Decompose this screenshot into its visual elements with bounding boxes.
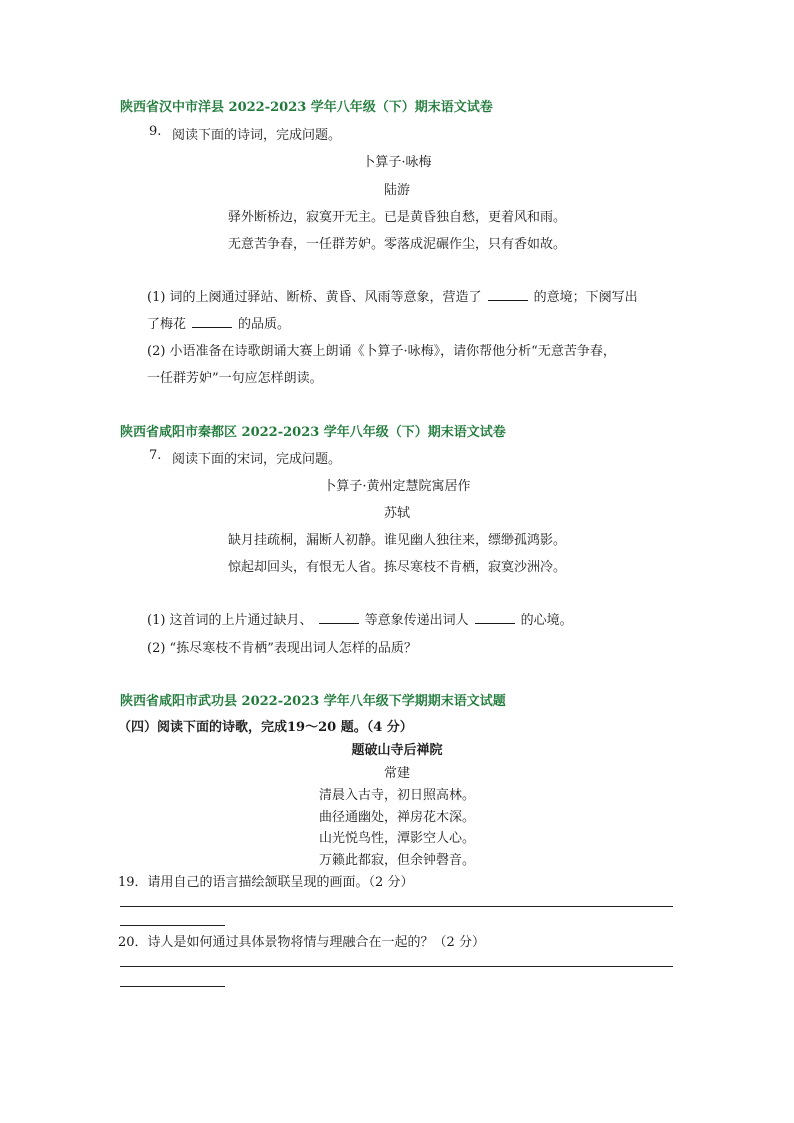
- poem-line: 山光悦鸟性，潭影空人心。: [318, 831, 475, 846]
- question-number: 9.: [149, 124, 162, 139]
- question-20: 20．诗人是如何通过具体景物将情与理融合在一起的？（2 分）: [118, 935, 485, 950]
- poem-line: 驿外断桥边，寂寞开无主。已是黄昏独自愁，更着风和雨。: [227, 210, 566, 225]
- poem-title: 题破山寺后禅院: [351, 743, 443, 758]
- answer-blank[interactable]: [488, 290, 528, 301]
- answer-line[interactable]: [120, 925, 225, 926]
- question-number: 7.: [149, 448, 162, 463]
- poem-author: 常建: [383, 766, 410, 781]
- sub-question-text: (1) 词的上阕通过驿站、断桥、黄昏、风雨等意象，营造了: [147, 290, 482, 305]
- answer-line[interactable]: [120, 906, 673, 907]
- sub-question-text: 等意象传递出词人: [364, 613, 469, 628]
- poem-line: 惊起却回头，有恨无人省。拣尽寒枝不肯栖，寂寞沙洲冷。: [227, 560, 566, 575]
- answer-blank[interactable]: [192, 317, 232, 328]
- sub-question-2: (2) 小语准备在诗歌朗诵大赛上朗诵《卜算子·咏梅》，请你帮他分析“无意苦争春，: [147, 344, 616, 359]
- sub-question-1: [147, 286, 638, 305]
- poem-author: 苏轼: [383, 506, 410, 521]
- sub-question-1-cont: [147, 313, 290, 332]
- question-19: 19．请用自己的语言描绘颔联呈现的画面。（2 分）: [118, 875, 414, 890]
- section-source-1: 陕西省汉中市洋县 2022-2023 学年八年级（下）期末语文试卷: [120, 100, 493, 115]
- poem-line: 无意苦争春，一任群芳妒。零落成泥碾作尘，只有香如故。: [227, 237, 566, 252]
- sub-question-text: 的品质。: [238, 317, 291, 332]
- answer-line[interactable]: [120, 986, 225, 987]
- answer-line[interactable]: [120, 966, 673, 967]
- section-source-2: 陕西省咸阳市秦都区 2022-2023 学年八年级（下）期末语文试卷: [120, 425, 506, 440]
- poem-line: 清晨入古寺，初日照高林。: [318, 788, 475, 803]
- answer-blank[interactable]: [475, 613, 515, 624]
- sub-question-text: 的心境。: [520, 613, 573, 628]
- poem-line: 缺月挂疏桐，漏断人初静。谁见幽人独往来，缥缈孤鸿影。: [227, 533, 566, 548]
- poem-author: 陆游: [383, 183, 410, 198]
- sub-question-2-cont: 一任群芳妒”一句应怎样朗读。: [147, 371, 323, 386]
- question-prompt: 阅读下面的诗词，完成问题。: [172, 128, 342, 143]
- sub-question-1: [147, 609, 573, 628]
- poem-line: 万籁此都寂，但余钟磬音。: [318, 853, 475, 868]
- poem-line: 曲径通幽处，禅房花木深。: [318, 810, 475, 825]
- question-prompt: 阅读下面的宋词，完成问题。: [172, 452, 342, 467]
- poem-title: 卜算子·咏梅: [362, 155, 432, 170]
- sub-question-text: 的意境；下阕写出: [533, 290, 638, 305]
- poem-title: 卜算子·黄州定慧院寓居作: [323, 479, 471, 494]
- sub-question-text: 了梅花: [147, 317, 187, 332]
- answer-blank[interactable]: [319, 613, 359, 624]
- sub-question-2: (2) “拣尽寒枝不肯栖”表现出词人怎样的品质？: [147, 641, 417, 656]
- sub-question-text: (1) 这首词的上片通过缺月、: [147, 613, 313, 628]
- section-source-3: 陕西省咸阳市武功县 2022-2023 学年八年级下学期期末语文试题: [120, 694, 506, 709]
- reading-intro: （四）阅读下面的诗歌，完成19～20 题。（4 分）: [118, 720, 413, 735]
